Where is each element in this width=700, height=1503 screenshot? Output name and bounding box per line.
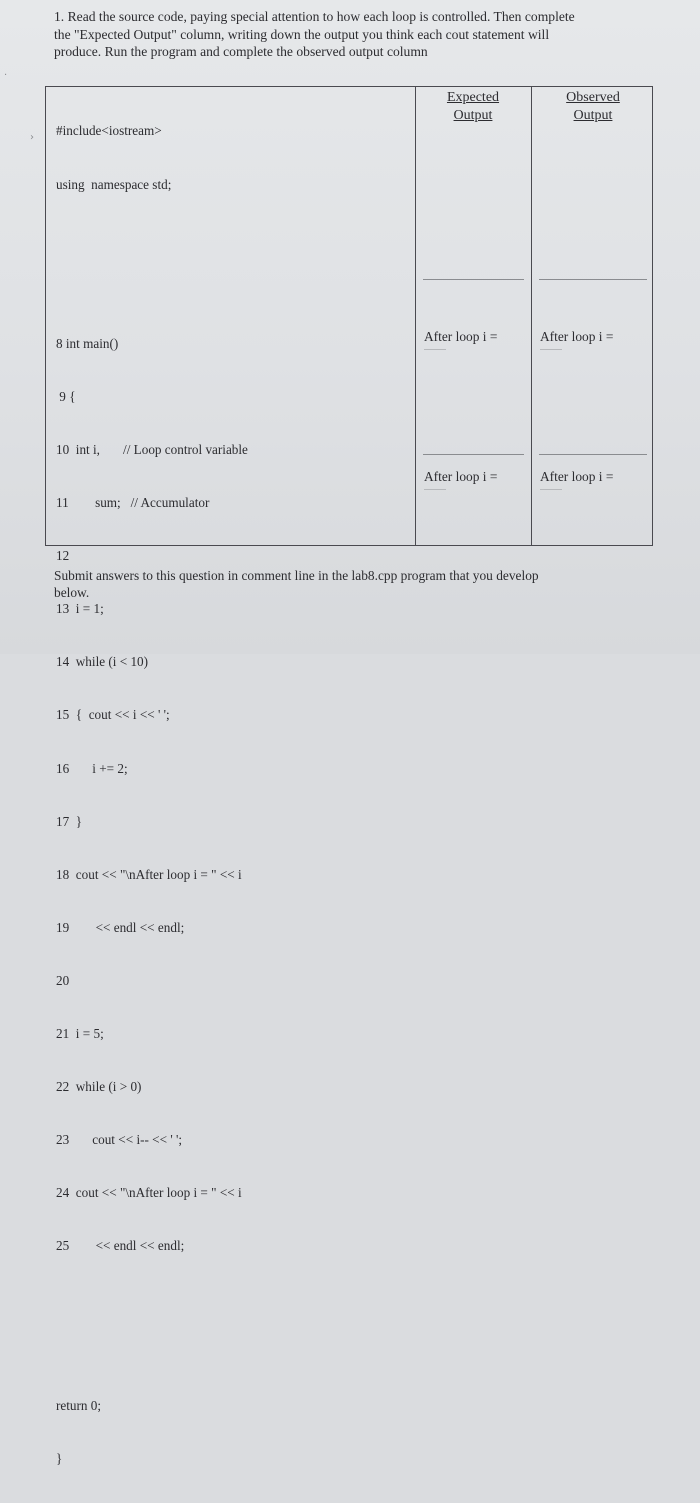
column-divider [415,87,416,545]
code-line: 12 [56,548,70,564]
code-line: 15 { cout << i << ' '; [56,707,170,723]
code-line: 11 sum; // Accumulator [56,495,210,511]
code-line: 18 cout << "\nAfter loop i = " << i [56,866,242,882]
observed-output-header: Observed Output [566,90,620,123]
code-line: 17 } [56,813,83,829]
observed-answer-line [539,279,647,280]
expected-after-loop-2: After loop i = [424,469,498,484]
observed-after-loop-1: After loop i = [540,329,614,344]
code-line: 13 i = 1; [56,601,104,617]
code-line [56,1290,248,1308]
code-line: 10 int i, // Loop control variable [56,441,248,457]
note-line: Submit answers to this question in comment line in the lab8.cpp program that you develop [54,568,539,583]
instruction-line: 1. Read the source code, paying special attention to how each loop is controlled. Then complete [54,9,575,24]
column-divider [531,87,532,545]
answer-blank [540,349,562,350]
code-line: 25 << endl << endl; [56,1238,185,1254]
observed-after-loop-2: After loop i = [540,469,614,484]
code-line: #include<iostream> [56,123,162,139]
instructions [54,8,654,61]
code-line: } [56,1450,63,1466]
code-line [56,229,248,247]
source-code [56,87,248,1503]
code-line: 22 while (i > 0) [56,1079,142,1095]
expected-answer-line [423,279,524,280]
observed-answer-line [539,454,647,455]
instruction-line: the "Expected Output" column, writing down the output you think each cout statement will [54,26,550,42]
code-line: 19 << endl << endl; [56,919,185,935]
code-line [56,1344,248,1362]
expected-answer-line [423,454,524,455]
code-line [56,282,248,300]
code-line: 21 i = 5; [56,1026,104,1041]
expected-after-loop-1: After loop i = [424,329,498,344]
code-line: 8 int main() [56,335,119,351]
answer-blank [424,489,446,490]
answer-blank [424,349,446,350]
code-line: return 0; [56,1397,102,1413]
code-line: 20 [56,972,70,988]
expected-output-header: Expected Output [446,90,500,123]
code-line: 14 while (i < 10) [56,654,149,670]
code-line: 23 cout << i-- << ' '; [56,1132,183,1148]
code-line: 9 { [56,388,76,404]
submission-note [54,567,614,601]
code-line: 16 i += 2; [56,760,128,776]
margin-mark-icon: › [30,132,34,143]
margin-mark-icon: · [4,70,8,81]
code-line: 24 cout << "\nAfter loop i = " << i [56,1185,242,1201]
instruction-line: produce. Run the program and complete the observed output column [54,44,428,60]
code-line: using namespace std; [56,176,172,192]
note-line: below. [54,585,90,600]
answer-blank [540,489,562,490]
